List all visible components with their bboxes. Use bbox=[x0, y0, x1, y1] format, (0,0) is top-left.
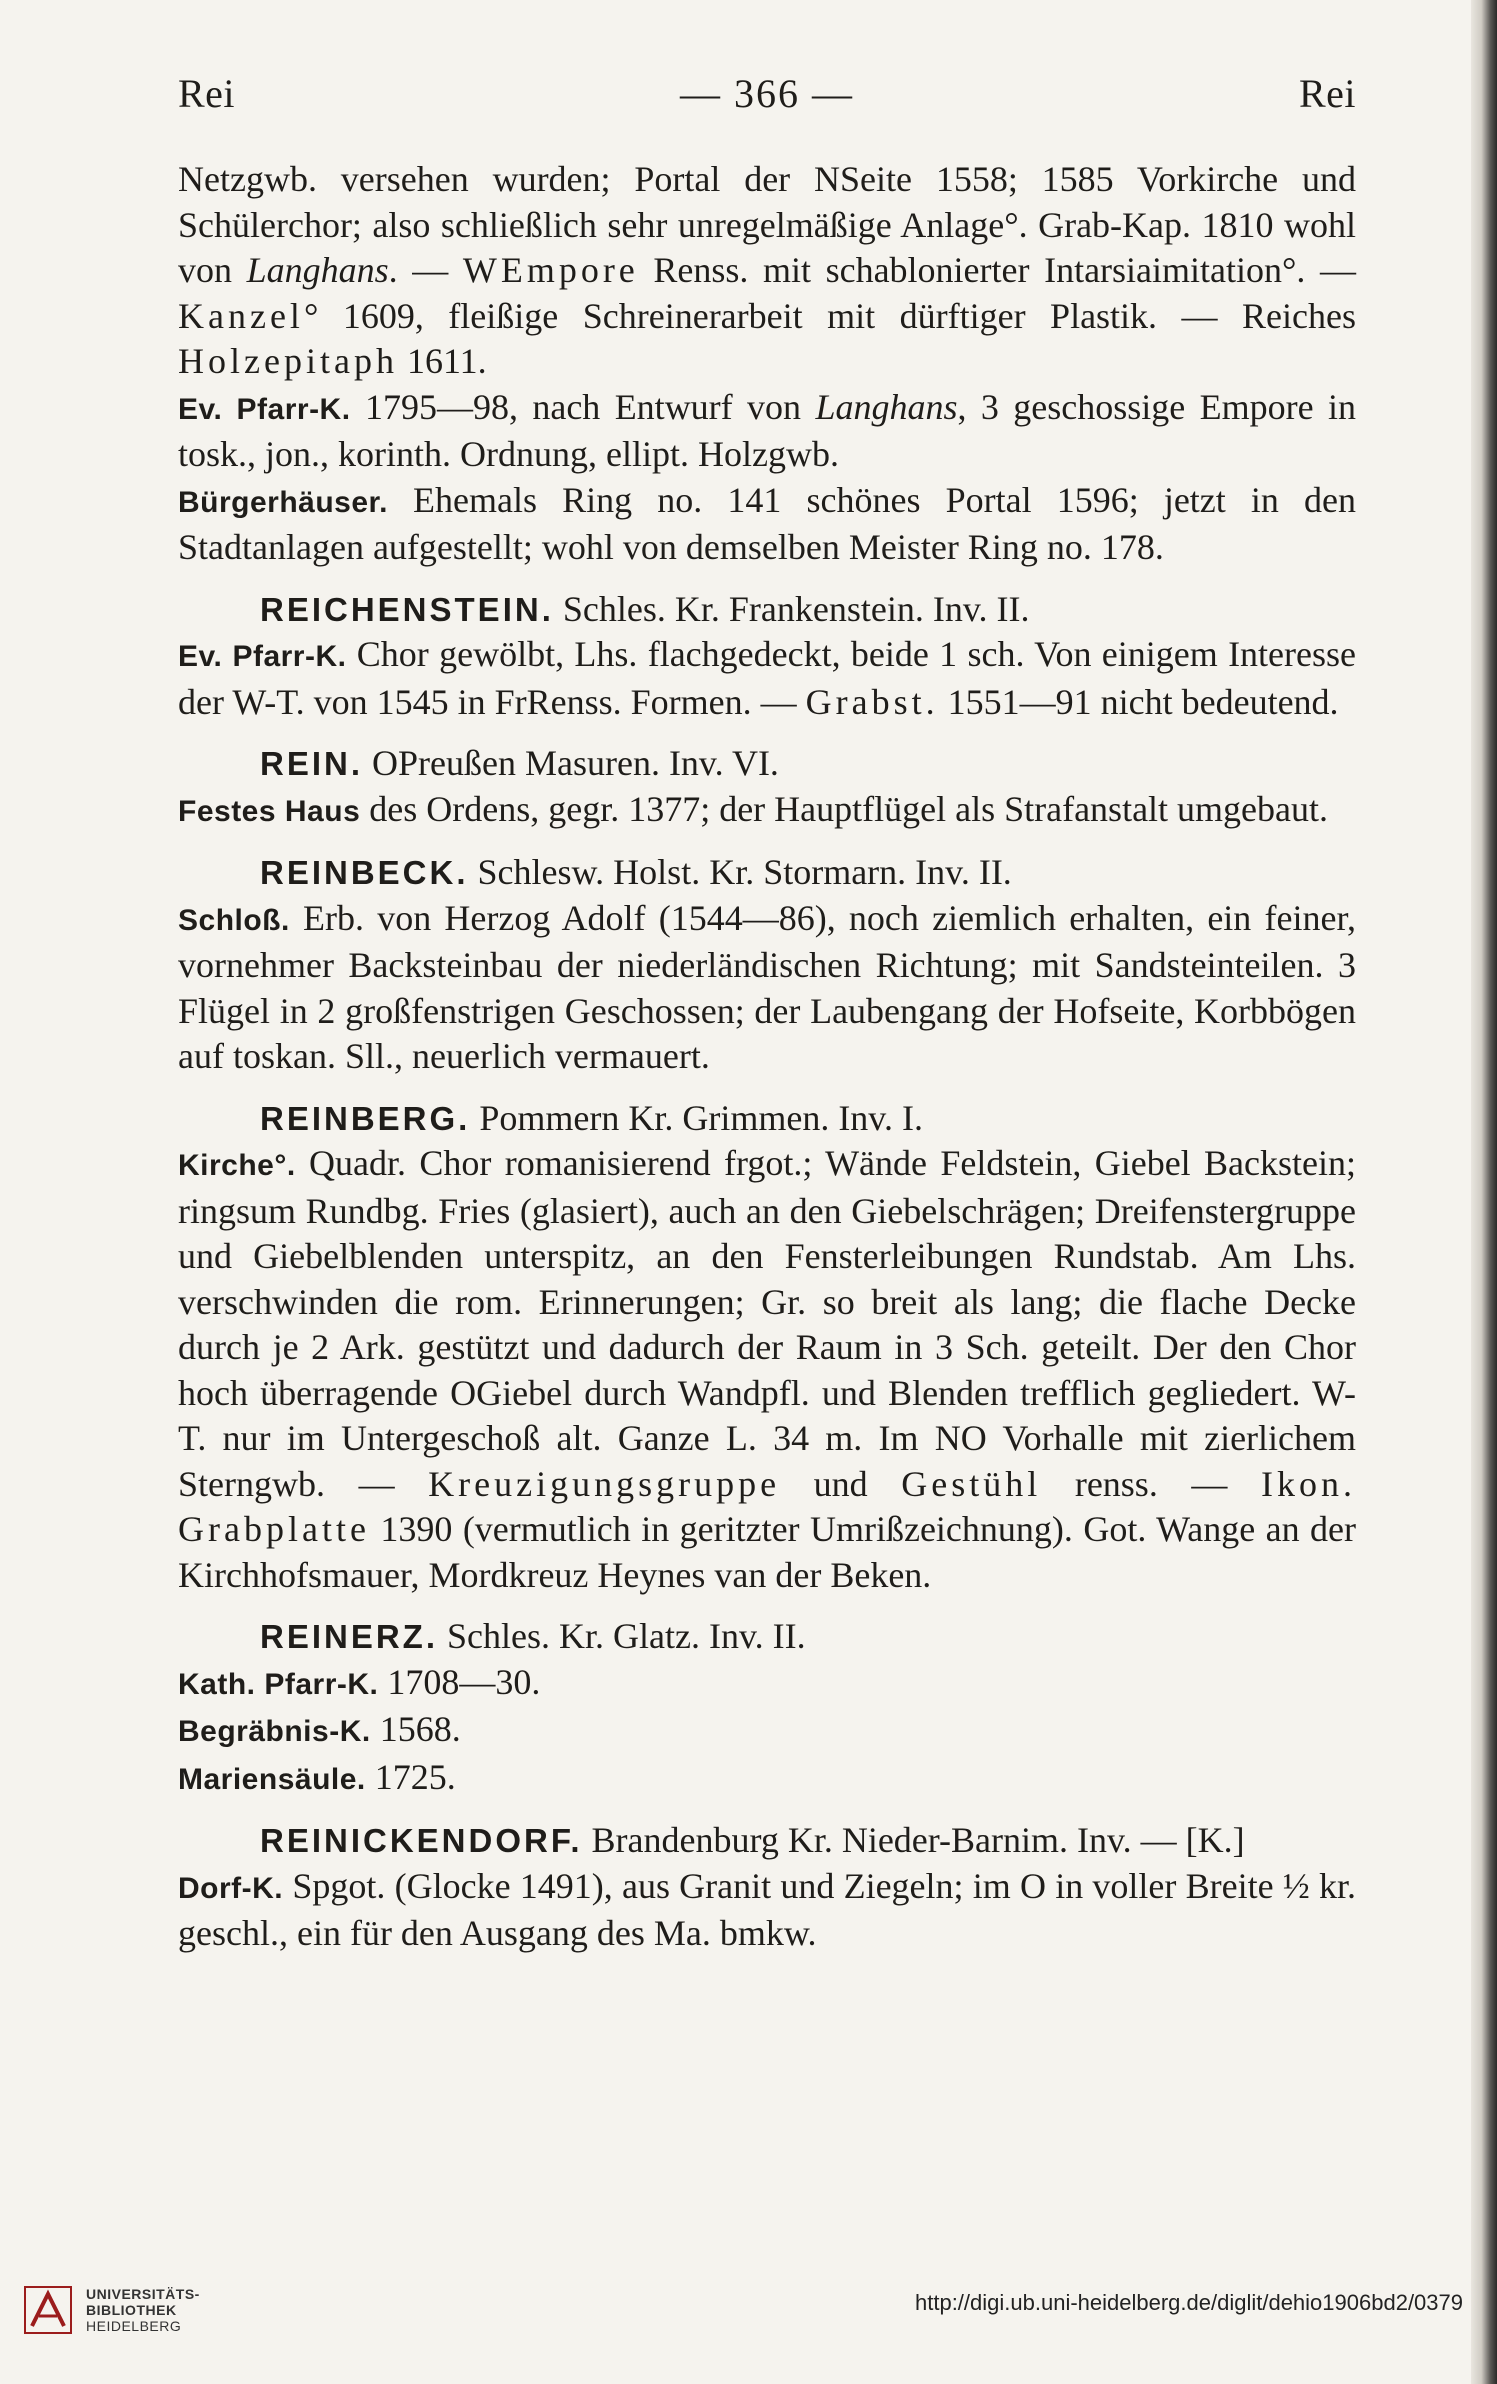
entry-paragraph: Ev. Pfarr-K. Chor gewölbt, Lhs. flachgedeckt, beide 1 sch. Von einigem Interesse der W-T. von 1545 in FrRenss. Formen. — Grabst. 1551—91 nicht bedeutend. bbox=[178, 634, 1356, 722]
page-number: — 366 — bbox=[680, 71, 854, 116]
entry-paragraph: Schloß. Erb. von Herzog Adolf (1544—86), noch ziemlich erhalten, ein feiner, vornehmer Backsteinbau der niederländischen Richtung; mit Sandsteinteilen. 3 Flügel in 2 großfenstrigen Geschossen; der Laubengang der Hofseite, Korbbögen auf toskan. Sll., neuerlich vermauert. bbox=[178, 897, 1356, 1076]
entry-heading: REINBERG. Pommern Kr. Grimmen. Inv. I. bbox=[260, 1097, 923, 1138]
entry-heading: REINERZ. Schles. Kr. Glatz. Inv. II. bbox=[260, 1616, 806, 1656]
book-page bbox=[178, 70, 1356, 1957]
entry-reinickendorf bbox=[178, 1818, 1356, 1957]
entry-item: Mariensäule. 1725. bbox=[178, 1756, 456, 1797]
entry-heading: REINBECK. Schlesw. Holst. Kr. Stormarn. Inv. II. bbox=[260, 852, 1012, 892]
entry-heading: REIN. OPreußen Masuren. Inv. VI. bbox=[260, 743, 779, 783]
header-right: Rei bbox=[1298, 71, 1356, 116]
entry-paragraph: Kirche°. Quadr. Chor romanisierend frgot.; Wände Feldstein, Giebel Backstein; ringsum Rundbg. Fries (glasiert), auch an den Giebelschrägen; Dreifenstergruppe und Giebelblenden unterspitz, an den Fensterleibungen Rundstab. Am Lhs. verschwinden die rom. Erinnerungen; Gr. so breit als lang; die flache Decke durch je 2 Ark. gestützt und dadurch der Raum in 3 Sch. geteilt. Der den Chor hoch überragende OGiebel durch Wandpfl. und Blenden trefflich gegliedert. W-T. nur im Untergeschoß alt. Ganze L. 34 m. Im NO Vorhalle mit zierlichem Sterngwb. — Kreuzigungsgruppe und Gestühl renss. — Ikon. Grabplatte 1390 (vermutlich in geritzter Umrißzeichnung). Got. Wange an der Kirchhofsmauer, Mordkreuz Heynes van der Beken. bbox=[178, 1143, 1356, 1595]
library-logo-icon bbox=[24, 2286, 72, 2334]
ev-pfarr-paragraph: Ev. Pfarr-K. 1795—98, nach Entwurf von Langhans, 3 geschossige Empore in tosk., jon., korinth. Ordnung, ellipt. Holzgwb. bbox=[178, 386, 1356, 474]
source-url-link[interactable]: http://digi.ub.uni-heidelberg.de/diglit/dehio1906bd2/0379 bbox=[915, 2290, 1463, 2315]
header-left: Rei bbox=[178, 71, 236, 116]
page-body bbox=[178, 157, 1356, 1957]
buergerhaeuser-paragraph: Bürgerhäuser. Ehemals Ring no. 141 schönes Portal 1596; jetzt in den Stadtanlagen aufgestellt; wohl von demselben Meister Ring no. 178. bbox=[178, 479, 1356, 567]
entry-reinberg bbox=[178, 1096, 1356, 1599]
entry-rein bbox=[178, 741, 1356, 834]
entry-paragraph: Dorf-K. Spgot. (Glocke 1491), aus Granit und Ziegeln; im O in voller Breite ½ kr. geschl., ein für den Ausgang des Ma. bmkw. bbox=[178, 1865, 1356, 1953]
entry-item: Kath. Pfarr-K. 1708—30. bbox=[178, 1661, 541, 1702]
running-header bbox=[178, 70, 1356, 117]
library-name: UNIVERSITÄTS- BIBLIOTHEK HEIDELBERG bbox=[86, 2286, 200, 2334]
entry-reichenstein bbox=[178, 587, 1356, 726]
entry-reinerz bbox=[178, 1614, 1356, 1802]
digitization-footer bbox=[0, 2262, 1471, 2362]
entry-heading: REINICKENDORF. Brandenburg Kr. Nieder-Barnim. Inv. — [K.] bbox=[260, 1820, 1245, 1860]
intro-paragraph: Netzgwb. versehen wurden; Portal der NSeite 1558; 1585 Vorkirche und Schülerchor; also schließlich sehr unregelmäßige Anlage°. Grab-Kap. 1810 wohl von Langhans. — WEmpore Renss. mit schablonierter Intarsiaimitation°. — Kanzel° 1609, fleißige Schreinerarbeit mit dürftiger Plastik. — Reiches Holzepitaph 1611. bbox=[178, 159, 1357, 381]
entry-paragraph: Festes Haus des Ordens, gegr. 1377; der Hauptflügel als Strafanstalt umgebaut. bbox=[178, 788, 1329, 829]
entry-item: Begräbnis-K. 1568. bbox=[178, 1709, 461, 1749]
scan-edge bbox=[1471, 0, 1497, 2384]
library-logo bbox=[24, 2286, 200, 2334]
entry-heading: REICHENSTEIN. Schles. Kr. Frankenstein. Inv. II. bbox=[260, 588, 1030, 629]
entry-reinbeck bbox=[178, 850, 1356, 1080]
